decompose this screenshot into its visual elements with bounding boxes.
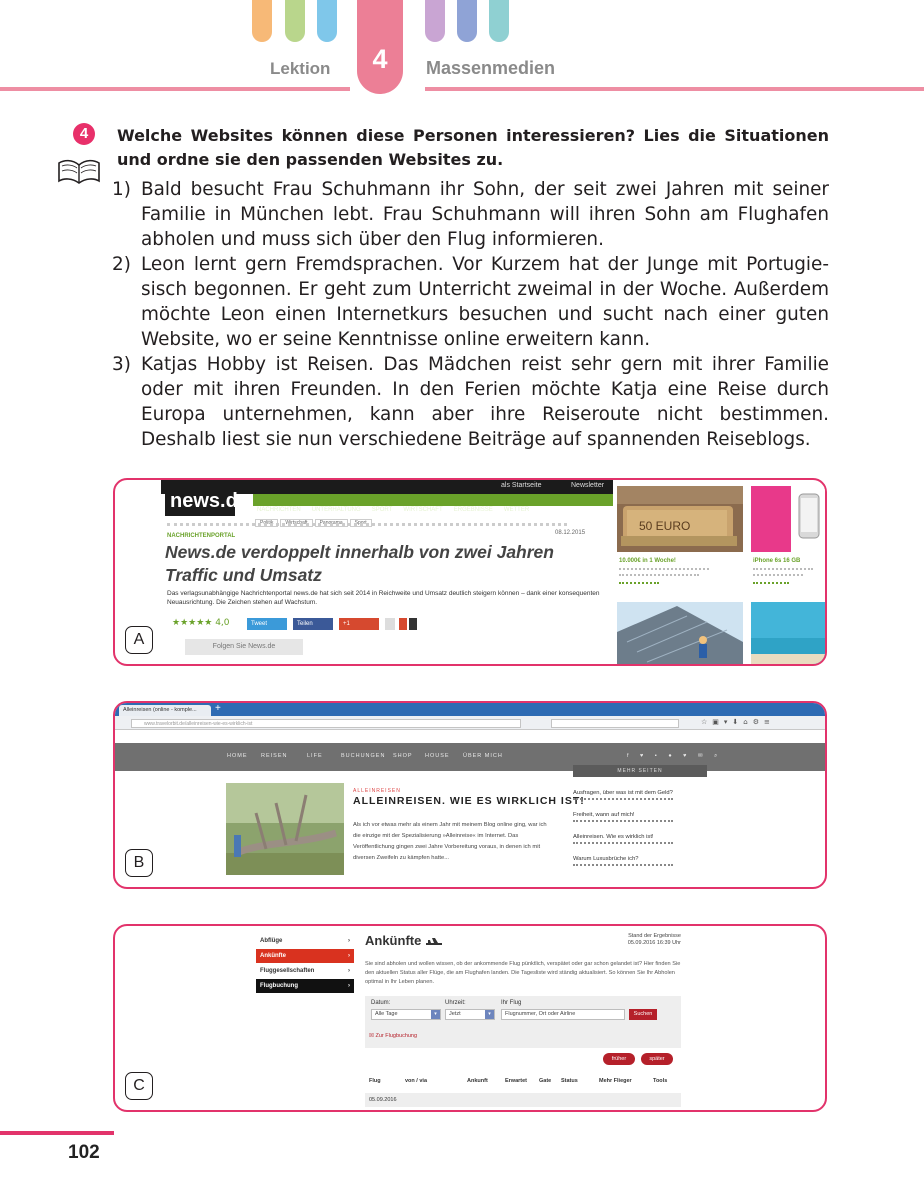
- chevron-down-icon: ▾: [485, 1010, 494, 1019]
- blog-nav-item[interactable]: LIFE: [307, 753, 323, 759]
- open-book-icon: [56, 157, 102, 185]
- sidebar-entry[interactable]: [573, 833, 703, 844]
- situation-text: Katjas Hobby ist Reisen. Das Mädchen reist sehr gern mit ihrer Familie oder mit ihren Freunden. In den Ferien möchte Katja eine Reise durch Europa unternehmen, kann aber ihre Reiseroute nicht bestimmen. Deshalb liest sie nun verschiedene Beiträge auf spannenden Reiseblogs.: [141, 354, 829, 450]
- topbar-newsletter-link[interactable]: Newsletter: [571, 482, 605, 489]
- sidebar-entry[interactable]: [573, 789, 703, 800]
- follow-button[interactable]: Folgen Sie News.de: [185, 639, 303, 655]
- news-subnav: [255, 509, 374, 526]
- website-b-frame: [113, 701, 827, 889]
- column-header: Mehr Flieger: [599, 1078, 632, 1084]
- website-c-frame: [113, 924, 827, 1112]
- nav-item[interactable]: SPORT: [371, 507, 393, 513]
- tweet-button[interactable]: Tweet: [247, 618, 287, 630]
- situation-item: [112, 252, 829, 352]
- article-rating[interactable]: ★★★★★ 4,0: [172, 618, 230, 628]
- browser-search-field[interactable]: [551, 719, 679, 728]
- teaser-more-link[interactable]: [753, 582, 789, 584]
- later-button[interactable]: später: [641, 1053, 673, 1065]
- time-select-value: Jetzt: [449, 1011, 461, 1017]
- fallen-tree-photo[interactable]: [226, 783, 344, 875]
- blog-nav-item[interactable]: HOUSE: [425, 753, 450, 759]
- header-topic: Massenmedien: [426, 58, 556, 78]
- social-icons[interactable]: f ♥ ▪ ● ♥ ✉ ⌕: [627, 753, 723, 759]
- color-tab-violet: [425, 0, 445, 42]
- menu-item-label: Flugbuchung: [260, 983, 298, 989]
- flight-input[interactable]: Flugnummer, Ort oder Airline: [501, 1009, 625, 1020]
- footer-rule: [0, 1131, 114, 1135]
- sidebar-entry[interactable]: [573, 855, 703, 866]
- browser-tab[interactable]: Alleinreisen (online - komple...: [119, 705, 211, 716]
- article-headline[interactable]: News.de verdoppelt innerhalb von zwei Jahren Traffic und Umsatz: [165, 542, 554, 585]
- nav-item[interactable]: WETTER: [503, 507, 530, 513]
- teaser-card-phone[interactable]: [751, 486, 827, 596]
- teaser-text: [619, 568, 709, 570]
- subnav-item[interactable]: Sport: [350, 519, 372, 527]
- chevron-right-icon: ›: [348, 953, 350, 959]
- counter-badge: [385, 618, 395, 630]
- situation-list: [112, 177, 829, 452]
- website-label-c: C: [125, 1072, 153, 1100]
- arrivals-title: [365, 933, 443, 948]
- menu-item-label: Ankünfte: [260, 953, 286, 959]
- blog-nav-item[interactable]: SHOP: [393, 753, 413, 759]
- teaser-more-link[interactable]: [619, 582, 659, 584]
- situation-text: Leon lernt gern Fremdsprachen. Vor Kurzem hat der Junge mit Portugiesisch begonnen. Er geht zum Unterricht zweimal in der Woche. Außerdem möchte Leon einen Internetkurs besuchen und sucht nach einer guten Website, wo er seine Kenntnisse online erweitern kann.: [141, 254, 829, 350]
- flight-search-form: [365, 996, 681, 1048]
- checkbox-icon: ☒: [369, 1033, 376, 1039]
- nav-item[interactable]: NACHRICHTEN: [257, 507, 301, 513]
- column-header: Erwartet: [505, 1078, 528, 1084]
- situation-item: [112, 177, 829, 252]
- sidebar-entry-meta: [573, 842, 673, 844]
- column-header: Flug: [369, 1078, 381, 1084]
- color-tab-blue: [317, 0, 337, 42]
- breadcrumb: [167, 523, 567, 526]
- subnav-item[interactable]: Politik: [255, 519, 278, 527]
- news-logo[interactable]: news.de: [165, 490, 235, 516]
- column-header: Status: [561, 1078, 578, 1084]
- column-header: Ankunft: [467, 1078, 488, 1084]
- chevron-right-icon: ›: [348, 968, 350, 974]
- print-icon[interactable]: [409, 618, 417, 630]
- banknote-label: 50 EURO: [639, 519, 691, 533]
- teaser-text: [619, 574, 699, 576]
- color-tab-teal: [489, 0, 509, 42]
- chevron-down-icon: ▾: [431, 1010, 440, 1019]
- date-select-value: Alle Tage: [375, 1011, 398, 1017]
- sidebar-entry-meta: [573, 864, 673, 866]
- menu-item-label: Fluggesellschaften: [260, 968, 315, 974]
- search-button[interactable]: Suchen: [629, 1009, 657, 1020]
- post-body: Als ich vor etwas mehr als einem Jahr mit meinem Blog online ging, war ich die einzige mit der Spezialisierung »Alleinreise« im Internet. Das Veröffentlichung gingen zwei Jahre Vorbereitung voraus, in denen ich mit diversen Zweifeln zu kämpfen hatte...: [353, 822, 547, 861]
- subnav-item[interactable]: Wirtschaft: [280, 519, 312, 527]
- website-label-a: A: [125, 626, 153, 654]
- article-lead: Das verlagsunabhängige Nachrichtenportal news.de hat sich seit 2014 in Reichweite und Umsatz deutlich steigern können – dank einer konsequenten Neuausrichtung. Die Zeichen stehen auf Wachstum.: [167, 590, 600, 606]
- menu-item-departures[interactable]: [256, 934, 354, 948]
- blog-nav-item[interactable]: ÜBER MICH: [463, 753, 503, 759]
- blog-nav-item[interactable]: BUCHUNGEN: [341, 753, 386, 759]
- teaser-text: [753, 574, 803, 576]
- arrivals-title-text: Ankünfte: [365, 933, 422, 948]
- lesson-number: 4: [372, 44, 388, 74]
- browser-tab-bar: [115, 703, 825, 716]
- plus-one-button[interactable]: +1: [339, 618, 379, 630]
- sidebar-entry[interactable]: [573, 811, 703, 822]
- table-row[interactable]: 05.09.2016: [365, 1093, 681, 1107]
- earlier-button[interactable]: früher: [603, 1053, 635, 1065]
- post-title[interactable]: ALLEINREISEN. WIE ES WIRKLICH IST!: [353, 795, 585, 807]
- blog-nav-item[interactable]: HOME: [227, 753, 248, 759]
- teaser-caption[interactable]: iPhone 6s 16 GB: [753, 558, 801, 564]
- beach-image[interactable]: [751, 602, 827, 666]
- sidebar-entry-title[interactable]: Alleinreisen. Wie es wirklich ist!: [573, 834, 654, 840]
- sidebar-entry-title[interactable]: Warum Luxusbrüche ich?: [573, 856, 639, 862]
- time-select[interactable]: [445, 1009, 495, 1020]
- share-button[interactable]: Teilen: [293, 618, 333, 630]
- situation-item: [112, 352, 829, 452]
- banknotes-image: [617, 486, 743, 552]
- teaser-text: [753, 568, 813, 570]
- booking-link-label: Zur Flugbuchung: [375, 1033, 418, 1039]
- post-kicker: ALLEINREISEN: [353, 788, 401, 794]
- website-a-frame: [113, 478, 827, 666]
- lesson-badge: [357, 0, 403, 94]
- sidebar-entry-title[interactable]: Ausfragen, über was ist mit dem Geld?: [573, 790, 673, 796]
- sidebar-entry-title[interactable]: Freiheit, wann auf mich!: [573, 812, 635, 818]
- blog-main-nav: [115, 743, 825, 771]
- website-label-b: B: [125, 849, 153, 877]
- situation-text: Bald besucht Frau Schuhmann ihr Sohn, der seit zwei Jahren mit seiner Familie in München lebt. Frau Schuhmann will ihren Sohn am Flughafen abholen und muss sich über den Flug informieren.: [141, 179, 829, 250]
- mail-icon[interactable]: [399, 618, 407, 630]
- browser-toolbar-icons[interactable]: ☆▣▾⬇⌂⚙≡: [701, 718, 775, 726]
- news-main-nav: [253, 494, 613, 513]
- phone-image: [751, 486, 827, 552]
- nav-item[interactable]: UNTERHALTUNG: [311, 507, 361, 513]
- blog-nav-item[interactable]: REISEN: [261, 753, 288, 759]
- nav-item[interactable]: WIRTSCHAFT: [403, 507, 443, 513]
- color-tab-green: [285, 0, 305, 42]
- column-header: Tools: [653, 1078, 668, 1084]
- situation-number: 1): [112, 179, 131, 200]
- page-number: 102: [68, 1142, 100, 1163]
- chevron-right-icon: ›: [348, 983, 350, 989]
- topbar-startpage-link[interactable]: als Startseite: [501, 482, 542, 489]
- teaser-caption[interactable]: 10.000€ in 1 Woche!: [619, 558, 676, 564]
- menu-item-label: Abflüge: [260, 938, 283, 944]
- column-header: Gate: [539, 1078, 552, 1084]
- time-label: Uhrzeit:: [445, 1000, 466, 1006]
- header-lektion-label: Lektion: [270, 59, 331, 78]
- plane-icon: [425, 936, 443, 948]
- flight-label: Ihr Flug: [501, 1000, 522, 1006]
- arrivals-description: Sie sind abholen und wollen wissen, ob der ankommende Flug pünktlich, verspätet oder gar schon gelandet ist? Hier finden Sie den aktuellen Status aller Flüge, die am Flughafen landen. Die Tagesliste wird ständig aktualisiert. So können Sie Ihr Abholen optimal in Ihr Leben planen.: [365, 961, 681, 985]
- blog-dropdown[interactable]: MEHR SEITEN: [573, 765, 707, 777]
- menu-item-airlines[interactable]: [256, 964, 354, 978]
- header-rule-left: [0, 87, 350, 91]
- article-date: 08.12.2015: [555, 530, 586, 536]
- subnav-item[interactable]: Panorama: [315, 519, 348, 527]
- teaser-card-money[interactable]: [617, 486, 743, 596]
- sidebar-entry-meta: [573, 820, 673, 822]
- color-tab-orange: [252, 0, 272, 42]
- date-label: Datum:: [371, 1000, 391, 1006]
- column-header: von / via: [405, 1078, 428, 1084]
- solar-roof-image[interactable]: [617, 602, 743, 666]
- task-instruction: Welche Websites können diese Personen interessieren? Lies die Situationen und ordne sie den passenden Websites zu.: [117, 126, 829, 169]
- sidebar-entry-meta: [573, 798, 673, 800]
- nav-item[interactable]: ERGEBNISSE: [453, 507, 493, 513]
- booking-link[interactable]: [369, 1033, 417, 1039]
- task-number: 4: [73, 123, 95, 145]
- situation-number: 3): [112, 354, 131, 375]
- menu-item-booking[interactable]: [256, 979, 354, 993]
- address-bar[interactable]: www.travelorbit.de/alleinreisen-wie-es-wirklich-ist: [131, 719, 521, 728]
- data-timestamp: Stand der Ergebnisse 05.09.2016 16:39 Uhr: [627, 933, 681, 946]
- date-select[interactable]: [371, 1009, 441, 1020]
- new-tab-icon[interactable]: +: [215, 703, 221, 714]
- situation-number: 2): [112, 254, 131, 275]
- header-rule-right: [425, 87, 924, 91]
- color-tab-indigo: [457, 0, 477, 42]
- menu-item-arrivals[interactable]: [256, 949, 354, 963]
- chevron-right-icon: ›: [348, 938, 350, 944]
- article-section: NACHRICHTENPORTAL: [167, 533, 236, 539]
